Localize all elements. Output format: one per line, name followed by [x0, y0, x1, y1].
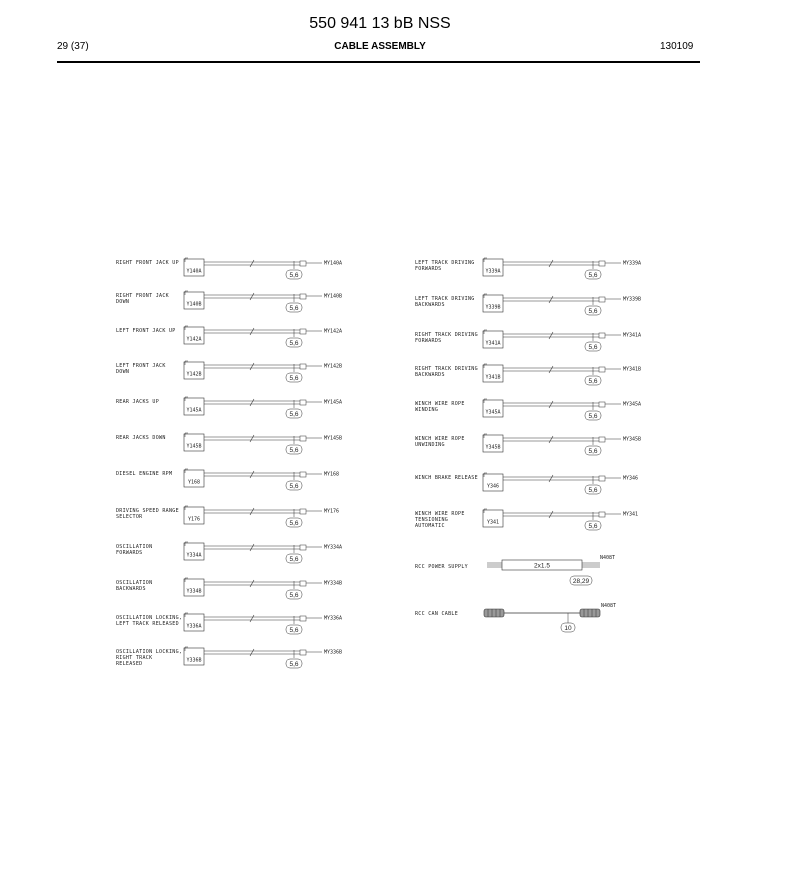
- cable-label: DOWN: [116, 369, 130, 375]
- box-mark: [484, 330, 487, 334]
- cable-label: BACKWARDS: [415, 372, 445, 378]
- connector-id: MY334B: [324, 580, 343, 587]
- box-mark: [484, 364, 487, 368]
- power-cable: [415, 555, 615, 585]
- cable-left-9: [116, 578, 342, 599]
- connector-id: MY168: [324, 471, 340, 478]
- connector-id: MY341: [623, 511, 639, 518]
- break-mark: [549, 366, 553, 373]
- box-mark: [185, 613, 188, 617]
- cable-length: 5,6: [588, 448, 598, 455]
- solenoid-tag: Y341B: [485, 374, 501, 381]
- cable-label: AUTOMATIC: [415, 523, 445, 529]
- cable-label: WINCH WIRE ROPE: [415, 401, 465, 407]
- connector-terminal: [300, 436, 306, 441]
- break-mark: [549, 332, 553, 339]
- box-mark: [185, 578, 188, 582]
- cable-label: LEFT TRACK DRIVING: [415, 260, 475, 266]
- solenoid-tag: Y336A: [186, 623, 202, 630]
- cable-label: RCC POWER SUPPLY: [415, 564, 468, 570]
- cable-right-0: [415, 258, 641, 279]
- solenoid-tag: Y140A: [186, 268, 202, 275]
- connector-terminal: [300, 509, 306, 514]
- cable-left-8: [116, 542, 342, 563]
- cable-label: WINCH WIRE ROPE: [415, 511, 465, 517]
- cable-label: OSCILLATION LOCKING,: [116, 615, 183, 621]
- box-mark: [484, 258, 487, 262]
- connector-id: MY140A: [324, 260, 343, 267]
- cable-label: RIGHT FRONT JACK UP: [116, 260, 179, 266]
- solenoid-tag: Y339A: [485, 268, 501, 275]
- cable-label: FORWARDS: [415, 338, 442, 344]
- connector-id: MY345B: [623, 436, 642, 443]
- break-mark: [549, 436, 553, 443]
- cable-length: 5,6: [289, 520, 299, 527]
- box-mark: [484, 434, 487, 438]
- document-title: CABLE ASSEMBLY: [334, 41, 426, 52]
- cable-length: 5,6: [289, 592, 299, 599]
- solenoid-tag: Y345A: [485, 409, 501, 416]
- cable-length: 5,6: [289, 411, 299, 418]
- cable-left-0: [116, 258, 342, 279]
- solenoid-tag: Y345B: [485, 444, 501, 451]
- connector-terminal: [599, 437, 605, 442]
- cable-label: DOWN: [116, 299, 130, 305]
- cable-label: OSCILLATION: [116, 580, 153, 586]
- cable-length: 5,6: [289, 340, 299, 347]
- break-mark: [250, 649, 254, 656]
- box-mark: [185, 258, 188, 262]
- solenoid-tag: Y341: [486, 519, 500, 526]
- connector-id: MY140B: [324, 293, 343, 300]
- cable-left-7: [116, 506, 339, 527]
- box-mark: [185, 542, 188, 546]
- cable-label: RIGHT FRONT JACK: [116, 293, 169, 299]
- cable-label: LEFT FRONT JACK UP: [116, 328, 176, 334]
- break-mark: [549, 511, 553, 518]
- cable-label: OSCILLATION LOCKING,: [116, 649, 183, 655]
- connector-id: MY339B: [623, 296, 642, 303]
- cable-label: WINCH WIRE ROPE: [415, 436, 465, 442]
- connector-terminal: [300, 581, 306, 586]
- solenoid-tag: Y334B: [186, 588, 202, 595]
- cable-label: RIGHT TRACK DRIVING: [415, 366, 478, 372]
- break-mark: [250, 471, 254, 478]
- cable-left-5: [116, 433, 342, 454]
- cable-label: BACKWARDS: [116, 586, 146, 592]
- cable-right-4: [415, 399, 641, 420]
- cable-label: RELEASED: [116, 661, 143, 667]
- break-mark: [549, 401, 553, 408]
- cable-right-5: [415, 434, 641, 455]
- connector-terminal: [300, 400, 306, 405]
- cable-label: BACKWARDS: [415, 302, 445, 308]
- break-mark: [250, 293, 254, 300]
- cable-length: 5,6: [289, 556, 299, 563]
- cable-length: 5,6: [588, 272, 598, 279]
- cable-left-6: [116, 469, 339, 490]
- connector-terminal: [599, 333, 605, 338]
- cable-right-7: [415, 509, 638, 530]
- cable-right-3: [415, 364, 641, 385]
- connector-terminal: [300, 616, 306, 621]
- box-mark: [185, 326, 188, 330]
- break-mark: [250, 544, 254, 551]
- connector-terminal: [599, 402, 605, 407]
- cable-length: 5,6: [289, 483, 299, 490]
- cable-label: RCC CAN CABLE: [415, 611, 459, 617]
- cable-spec: 2x1.5: [534, 562, 550, 570]
- solenoid-tag: Y140B: [186, 301, 202, 308]
- solenoid-tag: Y346: [486, 483, 500, 490]
- cable-length: 5,6: [588, 378, 598, 385]
- cable-label: REAR JACKS DOWN: [116, 435, 166, 441]
- cable-label: RIGHT TRACK DRIVING: [415, 332, 478, 338]
- cable-label: OSCILLATION: [116, 544, 153, 550]
- connector-id: MY346: [623, 475, 639, 482]
- cable-length: 5,6: [289, 305, 299, 312]
- cable-length: 5,6: [289, 447, 299, 454]
- can-plug-right: [580, 609, 600, 617]
- can-plug-left: [484, 609, 504, 617]
- connector-id: MY334A: [324, 544, 343, 551]
- cable-right-6: [415, 473, 638, 494]
- connector-terminal: [599, 476, 605, 481]
- solenoid-tag: Y142B: [186, 371, 202, 378]
- cable-label: RIGHT TRACK: [116, 655, 153, 661]
- cable-left-10: [116, 613, 342, 634]
- connector-id: MY145A: [324, 399, 343, 406]
- cable-right-1: [415, 294, 641, 315]
- cable-length: 5,6: [289, 375, 299, 382]
- connector-id: MY176: [324, 508, 340, 515]
- connector-id: MY345A: [623, 401, 642, 408]
- cable-length: 5,6: [588, 487, 598, 494]
- solenoid-tag: Y168: [187, 479, 201, 486]
- connector-terminal: [300, 329, 306, 334]
- connector-terminal: [599, 367, 605, 372]
- solenoid-tag: Y336B: [186, 657, 202, 664]
- cable-label: SELECTOR: [116, 514, 143, 520]
- break-mark: [250, 508, 254, 515]
- break-mark: [250, 435, 254, 442]
- cable-length: 10: [564, 625, 572, 632]
- connector-id: MY341A: [623, 332, 642, 339]
- box-mark: [185, 469, 188, 473]
- cable-left-2: [116, 326, 342, 347]
- cable-label: DRIVING SPEED RANGE: [116, 508, 179, 514]
- connector-terminal: [300, 472, 306, 477]
- cable-label: WINCH BRAKE RELEASE: [415, 475, 478, 481]
- solenoid-tag: Y142A: [186, 336, 202, 343]
- cable-label: LEFT TRACK DRIVING: [415, 296, 475, 302]
- cable-length: 28,29: [572, 578, 590, 585]
- document-date: 130109: [660, 41, 694, 52]
- cable-length: 5,6: [588, 413, 598, 420]
- connector-terminal: [300, 261, 306, 266]
- connector-id: MY142A: [324, 328, 343, 335]
- cable-length: 5,6: [588, 344, 598, 351]
- solenoid-tag: Y334A: [186, 552, 202, 559]
- cable-length: 5,6: [588, 523, 598, 530]
- break-mark: [250, 328, 254, 335]
- connector-id: N408T: [600, 555, 616, 561]
- break-mark: [549, 296, 553, 303]
- break-mark: [250, 363, 254, 370]
- cable-label: LEFT TRACK RELEASED: [116, 621, 179, 627]
- connector-id: N408T: [601, 603, 617, 609]
- box-mark: [185, 361, 188, 365]
- box-mark: [185, 433, 188, 437]
- cable-length: 5,6: [289, 627, 299, 634]
- break-mark: [250, 260, 254, 267]
- box-mark: [484, 473, 487, 477]
- cable-label: FORWARDS: [415, 266, 442, 272]
- connector-id: MY341B: [623, 366, 642, 373]
- box-mark: [185, 506, 188, 510]
- box-mark: [484, 294, 487, 298]
- cable-label: REAR JACKS UP: [116, 399, 160, 405]
- connector-id: MY142B: [324, 363, 343, 370]
- box-mark: [484, 509, 487, 513]
- cable-left-1: [116, 291, 342, 312]
- solenoid-tag: Y145A: [186, 407, 202, 414]
- cable-length: 5,6: [588, 308, 598, 315]
- connector-terminal: [599, 297, 605, 302]
- connector-id: MY336B: [324, 649, 343, 656]
- page-number: 29 (37): [57, 41, 89, 52]
- solenoid-tag: Y145B: [186, 443, 202, 450]
- connector-id: MY336A: [324, 615, 343, 622]
- cable-label: UNWINDING: [415, 442, 445, 448]
- break-mark: [549, 260, 553, 267]
- cable-left-4: [116, 397, 342, 418]
- cable-label: LEFT FRONT JACK: [116, 363, 166, 369]
- connector-terminal: [599, 512, 605, 517]
- break-mark: [250, 399, 254, 406]
- connector-terminal: [300, 364, 306, 369]
- cable-left-3: [116, 361, 342, 382]
- solenoid-tag: Y176: [187, 516, 201, 523]
- solenoid-tag: Y339B: [485, 304, 501, 311]
- break-mark: [549, 475, 553, 482]
- break-mark: [250, 615, 254, 622]
- cable-right-2: [415, 330, 641, 351]
- box-mark: [185, 647, 188, 651]
- cable-length: 5,6: [289, 272, 299, 279]
- connector-terminal: [300, 545, 306, 550]
- connector-terminal: [300, 650, 306, 655]
- break-mark: [250, 580, 254, 587]
- cable-label: WINDING: [415, 407, 439, 413]
- cable-label: TENSIONING: [415, 517, 449, 523]
- document-number: 550 941 13 bB NSS: [309, 15, 451, 32]
- solenoid-tag: Y341A: [485, 340, 501, 347]
- can-cable: [415, 603, 616, 632]
- connector-terminal: [300, 294, 306, 299]
- cable-label: FORWARDS: [116, 550, 143, 556]
- cable-label: DIESEL ENGINE RPM: [116, 471, 173, 477]
- connector-id: MY145B: [324, 435, 343, 442]
- connector-terminal: [599, 261, 605, 266]
- box-mark: [484, 399, 487, 403]
- cable-left-11: [116, 647, 342, 668]
- connector-id: MY339A: [623, 260, 642, 267]
- box-mark: [185, 291, 188, 295]
- box-mark: [185, 397, 188, 401]
- cable-length: 5,6: [289, 661, 299, 668]
